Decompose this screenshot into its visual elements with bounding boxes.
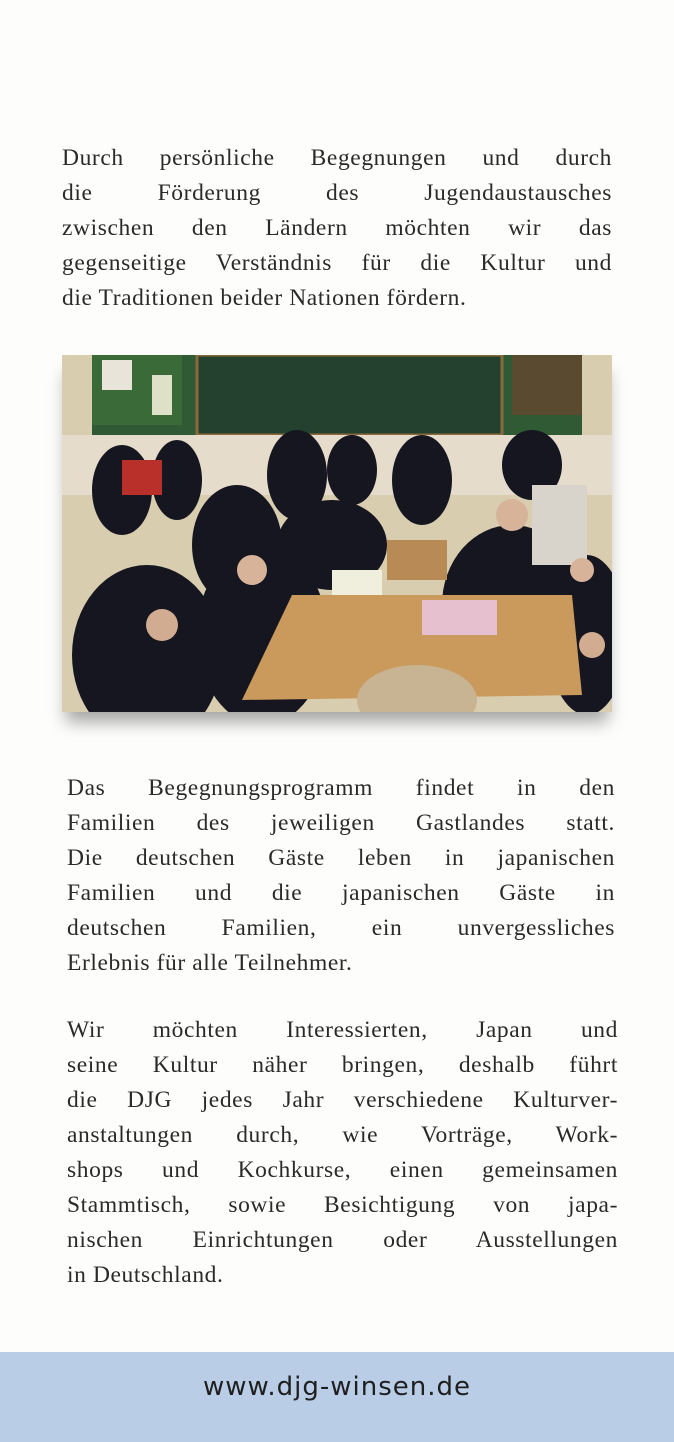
text-line: die DJG jedes Jahr verschiedene Kulturver- <box>67 1087 618 1113</box>
text-line: Durch persönliche Begegnungen und durch <box>62 145 612 171</box>
text-line: nischen Einrichtungen oder Ausstellungen <box>67 1227 618 1253</box>
text-line: Familien und die japanischen Gäste in <box>67 880 615 906</box>
text-line: Das Begegnungsprogramm findet in den <box>67 775 615 801</box>
text-line: Die deutschen Gäste leben in japanischen <box>67 845 615 871</box>
text-line: in Deutschland. <box>67 1262 224 1288</box>
exchange-program-paragraph <box>67 771 615 981</box>
footer-band <box>0 1352 674 1442</box>
text-line: zwischen den Ländern möchten wir das <box>62 215 612 241</box>
website-link[interactable]: www.djg-winsen.de <box>202 1372 472 1402</box>
text-line: Erlebnis für alle Teilnehmer. <box>67 950 353 976</box>
text-line: gegenseitige Verständnis für die Kultur und <box>62 250 612 276</box>
intro-paragraph <box>62 141 612 316</box>
text-line: die Traditionen beider Nationen fördern. <box>62 285 467 311</box>
text-line: Stammtisch, sowie Besichtigung von japa- <box>67 1192 618 1218</box>
text-line: die Förderung des Jugendaustausches <box>62 180 612 206</box>
classroom-photo <box>62 355 612 712</box>
text-line: Wir möchten Interessierten, Japan und <box>67 1017 618 1043</box>
text-line: seine Kultur näher bringen, deshalb führt <box>67 1052 618 1078</box>
text-line: anstaltungen durch, wie Vorträge, Work- <box>67 1122 618 1148</box>
culture-events-paragraph <box>67 1013 618 1293</box>
text-line: shops und Kochkurse, einen gemeinsamen <box>67 1157 618 1183</box>
text-line: Familien des jeweiligen Gastlandes statt. <box>67 810 615 836</box>
text-line: deutschen Familien, ein unvergessliches <box>67 915 615 941</box>
